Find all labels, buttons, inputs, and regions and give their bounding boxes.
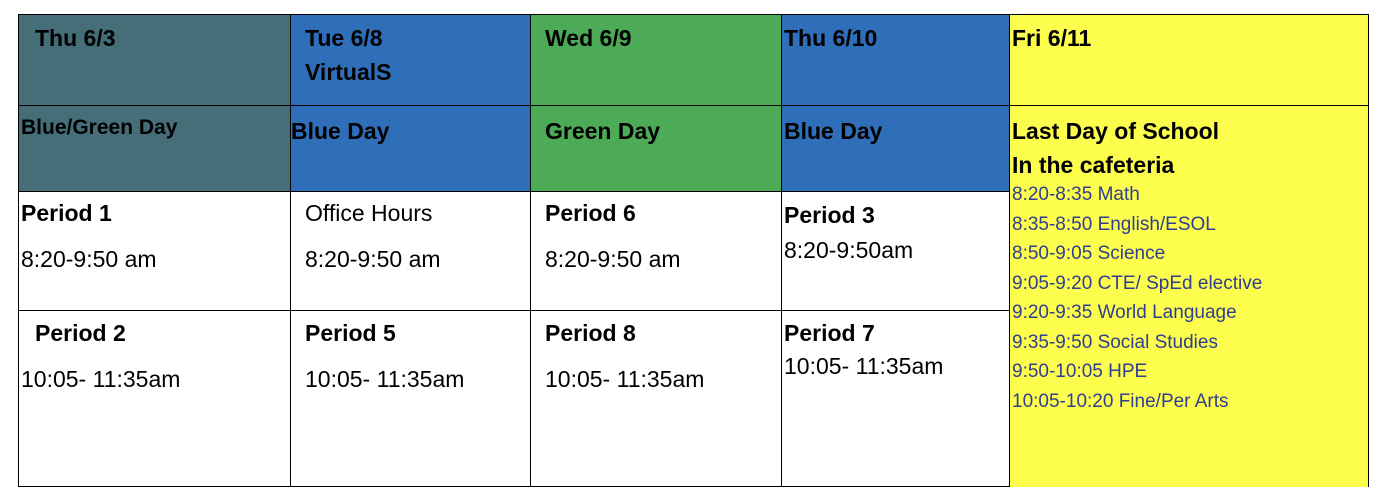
- slot-wed-6-9-1: [530, 191, 782, 311]
- period-time: 8:20-9:50 am: [305, 246, 441, 272]
- header-thu-6-10: [781, 14, 1010, 106]
- slot-thu-6-10-1: [781, 191, 1010, 311]
- daytype-wed-6-9: [530, 105, 782, 192]
- schedule-item: 9:05-9:20 CTE/ SpEd elective: [1012, 272, 1263, 294]
- period-time: 10:05- 11:35am: [21, 366, 181, 392]
- day-type-label: Blue Day: [291, 118, 390, 144]
- period-time: 10:05- 11:35am: [784, 353, 944, 379]
- date-label: Wed 6/9: [545, 25, 632, 51]
- slot-wed-6-9-2: [530, 310, 782, 487]
- date-label: Thu 6/3: [35, 25, 116, 51]
- date-label: Tue 6/8: [305, 25, 383, 51]
- period-time: 8:20-9:50am: [784, 237, 914, 263]
- schedule-table: [18, 14, 1369, 487]
- last-day-title: Last Day of School: [1012, 118, 1220, 144]
- period-time: 10:05- 11:35am: [545, 366, 705, 392]
- slot-tue-6-8-1: [290, 191, 531, 311]
- slot-tue-6-8-2: [290, 310, 531, 487]
- period-label: Period 7: [784, 320, 875, 346]
- date-note: VirtualS: [305, 59, 392, 85]
- schedule-item: 8:35-8:50 English/ESOL: [1012, 213, 1216, 235]
- schedule-item: 10:05-10:20 Fine/Per Arts: [1012, 390, 1229, 412]
- fri-last-day-panel: [1009, 105, 1369, 487]
- slot-thu-6-3-1: [18, 191, 291, 311]
- schedule-item: 9:20-9:35 World Language: [1012, 302, 1237, 323]
- daytype-thu-6-10: [781, 105, 1010, 192]
- header-thu-6-3: [18, 14, 291, 106]
- period-time: 8:20-9:50 am: [21, 246, 157, 272]
- day-type-label: Blue Day: [784, 118, 883, 144]
- daytype-tue-6-8: [290, 105, 531, 192]
- period-label: Period 8: [545, 320, 636, 346]
- day-type-label: Blue/Green Day: [21, 116, 178, 139]
- schedule-item: 9:50-10:05 HPE: [1012, 361, 1148, 382]
- header-tue-6-8: [290, 14, 531, 106]
- slot-thu-6-10-2: [781, 310, 1010, 487]
- period-label: Office Hours: [305, 200, 433, 226]
- period-time: 10:05- 11:35am: [305, 366, 465, 392]
- date-label: Thu 6/10: [784, 25, 878, 51]
- date-label: Fri 6/11: [1012, 25, 1092, 51]
- period-label: Period 5: [305, 320, 396, 346]
- day-type-label: Green Day: [545, 118, 661, 144]
- slot-thu-6-3-2: [18, 310, 291, 487]
- period-label: Period 1: [21, 200, 112, 226]
- last-day-location: In the cafeteria: [1012, 152, 1175, 178]
- schedule-item: 8:50-9:05 Science: [1012, 243, 1166, 264]
- daytype-thu-6-3: [18, 105, 291, 192]
- schedule-item: 9:35-9:50 Social Studies: [1012, 331, 1218, 353]
- period-label: Period 2: [35, 320, 126, 346]
- header-wed-6-9: [530, 14, 782, 106]
- period-label: Period 3: [784, 202, 875, 228]
- period-time: 8:20-9:50 am: [545, 246, 681, 272]
- header-fri-6-11: [1009, 14, 1369, 106]
- period-label: Period 6: [545, 200, 636, 226]
- schedule-item: 8:20-8:35 Math: [1012, 184, 1140, 205]
